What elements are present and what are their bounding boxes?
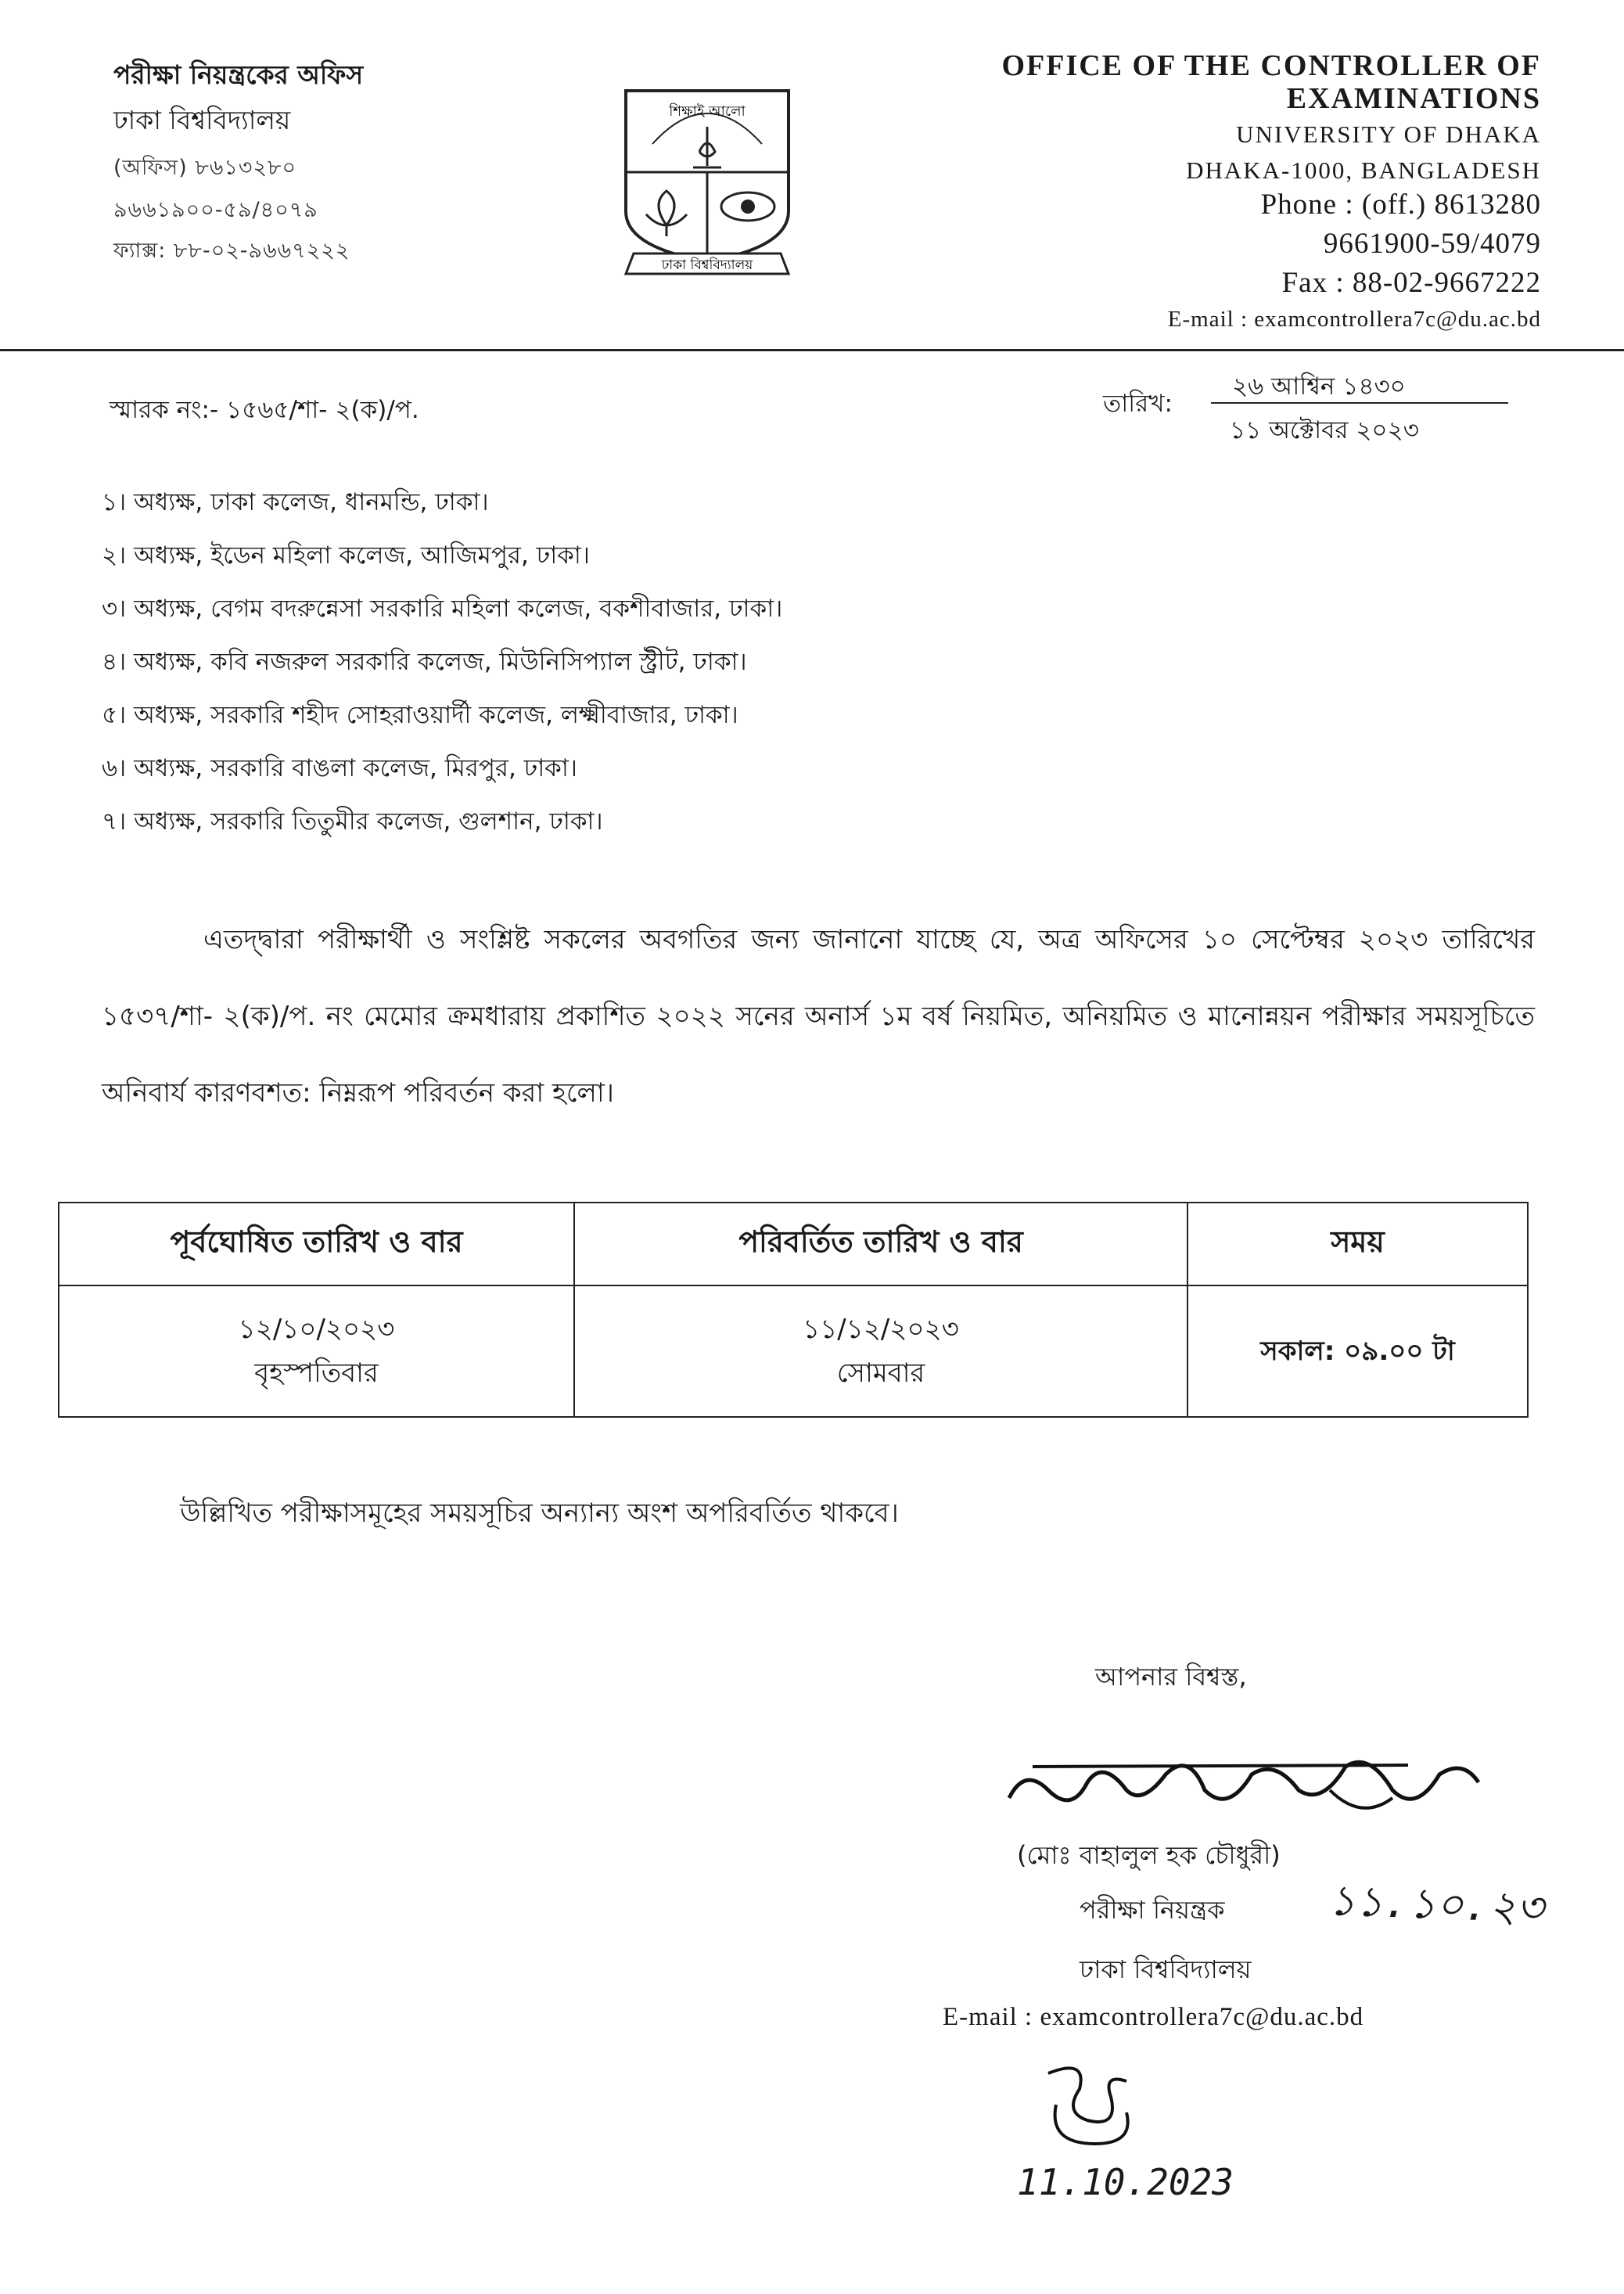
header-divider [0, 349, 1624, 351]
initial-signature [1025, 2058, 1150, 2159]
initial-signature-icon [1025, 2058, 1150, 2159]
university-logo [615, 80, 799, 285]
phone-line1: Phone : (off.) 8613280 [1260, 189, 1541, 221]
recipient-item: ৬। অধ্যক্ষ, সরকারি বাঙলা কলেজ, মিরপুর, ঢাকা। [102, 754, 577, 782]
fax-bangla: ফ্যাক্স: ৮৮-০২-৯৬৬৭২২২ [113, 239, 350, 263]
header-previous-date: পূর্বঘোষিত তারিখ ও বার [59, 1203, 574, 1285]
date-divider [1211, 402, 1508, 404]
handwritten-signature [1001, 1743, 1486, 1829]
previous-day: বৃহস্পতিবার [254, 1357, 379, 1389]
office-title-line1: OFFICE OF THE CONTROLLER OF [1001, 49, 1541, 82]
changed-date-cell [574, 1285, 1187, 1417]
phone-2-bangla: ৯৬৬১৯০০-৫৯/৪০৭৯ [113, 198, 318, 222]
recipient-item: ২। অধ্যক্ষ, ইডেন মহিলা কলেজ, আজিমপুর, ঢাকা। [102, 541, 590, 570]
address: DHAKA-1000, BANGLADESH [1186, 156, 1541, 184]
date-bangla-calendar: ২৬ আশ্বিন ১৪৩০ [1232, 372, 1406, 401]
previous-date-cell [59, 1285, 574, 1417]
signatory-university: ঢাকা বিশ্ববিদ্যালয় [1080, 1954, 1252, 1984]
recipient-item: ৫। অধ্যক্ষ, সরকারি শহীদ সোহরাওয়ার্দী কলেজ, লক্ষ্মীবাজার, ঢাকা। [102, 701, 738, 729]
email-line: E-mail : examcontrollera7c@du.ac.bd [1167, 307, 1541, 332]
header-changed-date: পরিবর্তিত তারিখ ও বার [574, 1203, 1187, 1285]
handwritten-date-english: 11.10.2023 [1017, 2161, 1234, 2203]
recipient-item: ৩। অধ্যক্ষ, বেগম বদরুন্নেসা সরকারি মহিলা কলেজ, বকশীবাজার, ঢাকা। [102, 595, 783, 623]
signatory-title: পরীক্ষা নিয়ন্ত্রক [1080, 1895, 1225, 1925]
phone-office-bangla: (অফিস) ৮৬১৩২৮০ [113, 156, 297, 180]
recipient-item: ১। অধ্যক্ষ, ঢাকা কলেজ, ধানমন্ডি, ঢাকা। [102, 488, 489, 516]
closing-salutation: আপনার বিশ্বস্ত, [1095, 1662, 1247, 1692]
recipient-item: ৭। অধ্যক্ষ, সরকারি তিতুমীর কলেজ, গুলশান, ঢাকা। [102, 807, 603, 836]
date-label: তারিখ: [1103, 390, 1173, 418]
previous-date: ১২/১০/২০২৩ [238, 1314, 395, 1345]
svg-text:ঢাকা বিশ্ববিদ্যালয়: ঢাকা বিশ্ববিদ্যালয় [661, 257, 753, 273]
signatory-email: E-mail : examcontrollera7c@du.ac.bd [943, 2003, 1364, 2031]
handwritten-date-bangla: ১১.১০.২৩ [1328, 1875, 1545, 1933]
date-gregorian: ১১ অক্টোবর ২০২৩ [1230, 416, 1419, 444]
office-title-line2: EXAMINATIONS [1286, 82, 1541, 115]
table-header-row [59, 1203, 1528, 1285]
university-name: UNIVERSITY OF DHAKA [1236, 120, 1541, 148]
signature-icon [1001, 1743, 1486, 1829]
changed-date: ১১/১২/২০২৩ [803, 1314, 959, 1345]
signatory-name: (মোঃ বাহালুল হক চৌধুরী) [1017, 1840, 1281, 1870]
table-row [59, 1285, 1528, 1417]
header-time: সময় [1187, 1203, 1528, 1285]
time-cell [1187, 1285, 1528, 1417]
unchanged-note: উল্লিখিত পরীক্ষাসমূহের সময়সূচির অন্যান্য অংশ অপরিবর্তিত থাকবে। [180, 1498, 899, 1529]
office-name-bangla: পরীক্ষা নিয়ন্ত্রকের অফিস [113, 59, 364, 90]
fax-line: Fax : 88-02-9667222 [1281, 267, 1541, 299]
phone-line2: 9661900-59/4079 [1323, 228, 1541, 260]
university-seal-icon [615, 80, 799, 285]
exam-time: সকাল: ০৯.০০ টা [1260, 1336, 1455, 1367]
university-name-bangla: ঢাকা বিশ্ববিদ্যালয় [113, 105, 291, 135]
schedule-change-table [58, 1202, 1529, 1418]
recipient-item: ৪। অধ্যক্ষ, কবি নজরুল সরকারি কলেজ, মিউনিসিপ্যাল স্ট্রীট, ঢাকা। [102, 648, 747, 676]
memo-reference: স্মারক নং:- ১৫৬৫/শা- ২(ক)/প. [110, 396, 419, 424]
svg-text:শিক্ষাই আলো: শিক্ষাই আলো [669, 103, 746, 120]
changed-day: সোমবার [836, 1357, 925, 1389]
notice-paragraph: এতদ্দ্বারা পরীক্ষার্থী ও সংশ্লিষ্ট সকলের অবগতির জন্য জানানো যাচ্ছে যে, অত্র অফিসের ১০ সেপ্টেম্বর ২০২৩ তারিখের ১৫৩৭/শা- ২(ক)/প. নং মেমোর ক্রমধারায় প্রকাশিত ২০২২ সনের অনার্স ১ম বর্ষ নিয়মিত, অনিয়মিত ও মানোন্নয়ন পরীক্ষার সময়সূচিতে অনিবার্য কারণবশত: নিম্নরূপ পরিবর্তন করা হলো। [102, 924, 1535, 1109]
